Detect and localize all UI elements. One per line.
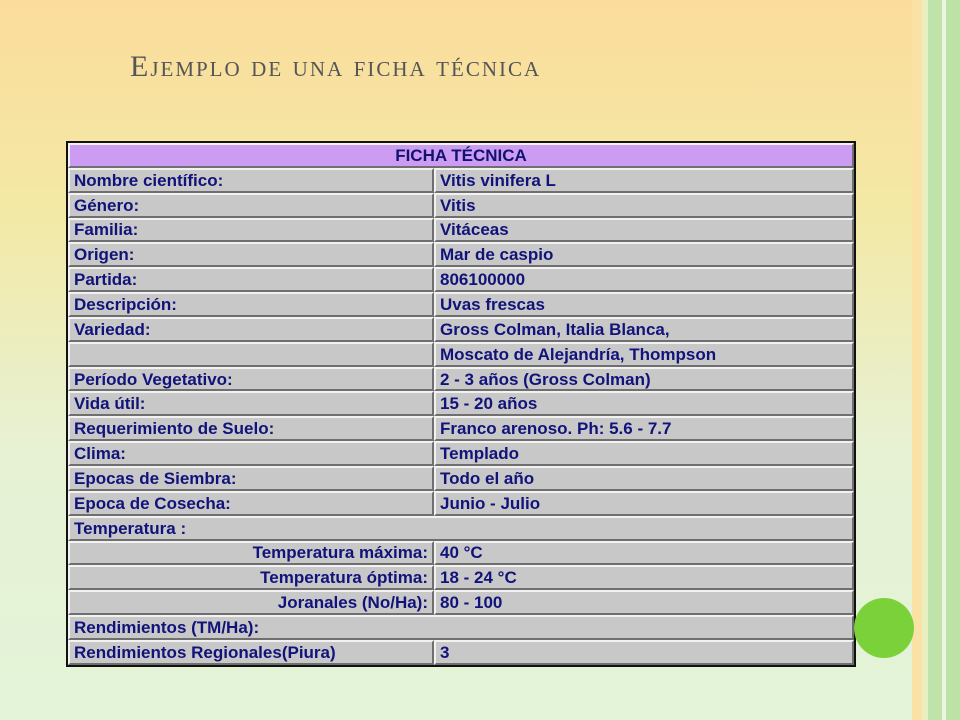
table-row bbox=[68, 491, 854, 516]
row-value: Franco arenoso. Ph: 5.6 - 7.7 bbox=[434, 416, 854, 441]
table-row bbox=[68, 466, 854, 491]
decorative-side-stripes bbox=[912, 0, 960, 720]
row-label: Epoca de Cosecha: bbox=[68, 491, 434, 516]
row-label: Nombre científico: bbox=[68, 168, 434, 193]
table-row bbox=[68, 292, 854, 317]
table-row bbox=[68, 218, 854, 243]
row-label: Temperatura máxima: bbox=[68, 541, 434, 566]
row-label: Temperatura óptima: bbox=[68, 565, 434, 590]
table-row bbox=[68, 516, 854, 541]
table-row bbox=[68, 267, 854, 292]
row-value: Templado bbox=[434, 441, 854, 466]
table-row bbox=[68, 242, 854, 267]
table-row bbox=[68, 317, 854, 342]
row-value: 18 - 24 °C bbox=[434, 565, 854, 590]
row-value: Todo el año bbox=[434, 466, 854, 491]
row-label: Joranales (No/Ha): bbox=[68, 590, 434, 615]
table-row bbox=[68, 342, 854, 367]
table-row bbox=[68, 615, 854, 640]
stripe bbox=[946, 0, 960, 720]
table-row bbox=[68, 441, 854, 466]
table-row bbox=[68, 193, 854, 218]
row-label: Período Vegetativo: bbox=[68, 367, 434, 392]
slide-title: Ejemplo de una ficha técnica bbox=[130, 50, 542, 83]
row-label: Género: bbox=[68, 193, 434, 218]
table-header: FICHA TÉCNICA bbox=[68, 143, 854, 168]
table-row bbox=[68, 640, 854, 665]
row-label: Partida: bbox=[68, 267, 434, 292]
row-label bbox=[68, 342, 434, 367]
row-value: Junio - Julio bbox=[434, 491, 854, 516]
section-label: Rendimientos (TM/Ha): bbox=[68, 615, 854, 640]
row-value: Uvas frescas bbox=[434, 292, 854, 317]
section-label: Temperatura : bbox=[68, 516, 854, 541]
row-label: Origen: bbox=[68, 242, 434, 267]
row-value: Vitis vinifera L bbox=[434, 168, 854, 193]
row-value: Gross Colman, Italia Blanca, bbox=[434, 317, 854, 342]
row-label: Variedad: bbox=[68, 317, 434, 342]
row-value: 40 °C bbox=[434, 541, 854, 566]
table-row bbox=[68, 168, 854, 193]
row-value: Mar de caspio bbox=[434, 242, 854, 267]
row-label: Requerimiento de Suelo: bbox=[68, 416, 434, 441]
row-label: Familia: bbox=[68, 218, 434, 243]
row-value: Moscato de Alejandría, Thompson bbox=[434, 342, 854, 367]
row-value: 2 - 3 años (Gross Colman) bbox=[434, 367, 854, 392]
stripe bbox=[912, 0, 922, 720]
row-value: 15 - 20 años bbox=[434, 391, 854, 416]
table-row bbox=[68, 367, 854, 392]
table-row bbox=[68, 391, 854, 416]
row-value: Vitis bbox=[434, 193, 854, 218]
row-label: Clima: bbox=[68, 441, 434, 466]
row-value: Vitáceas bbox=[434, 218, 854, 243]
table-header-row bbox=[68, 143, 854, 168]
table-row bbox=[68, 565, 854, 590]
row-label: Rendimientos Regionales(Piura) bbox=[68, 640, 434, 665]
table-row bbox=[68, 590, 854, 615]
row-label: Epocas de Siembra: bbox=[68, 466, 434, 491]
row-value: 806100000 bbox=[434, 267, 854, 292]
table-row bbox=[68, 416, 854, 441]
row-label: Vida útil: bbox=[68, 391, 434, 416]
decorative-green-circle bbox=[854, 598, 914, 658]
ficha-tecnica-table bbox=[66, 141, 856, 667]
table-row bbox=[68, 541, 854, 566]
row-value: 3 bbox=[434, 640, 854, 665]
row-value: 80 - 100 bbox=[434, 590, 854, 615]
stripe bbox=[928, 0, 942, 720]
row-label: Descripción: bbox=[68, 292, 434, 317]
